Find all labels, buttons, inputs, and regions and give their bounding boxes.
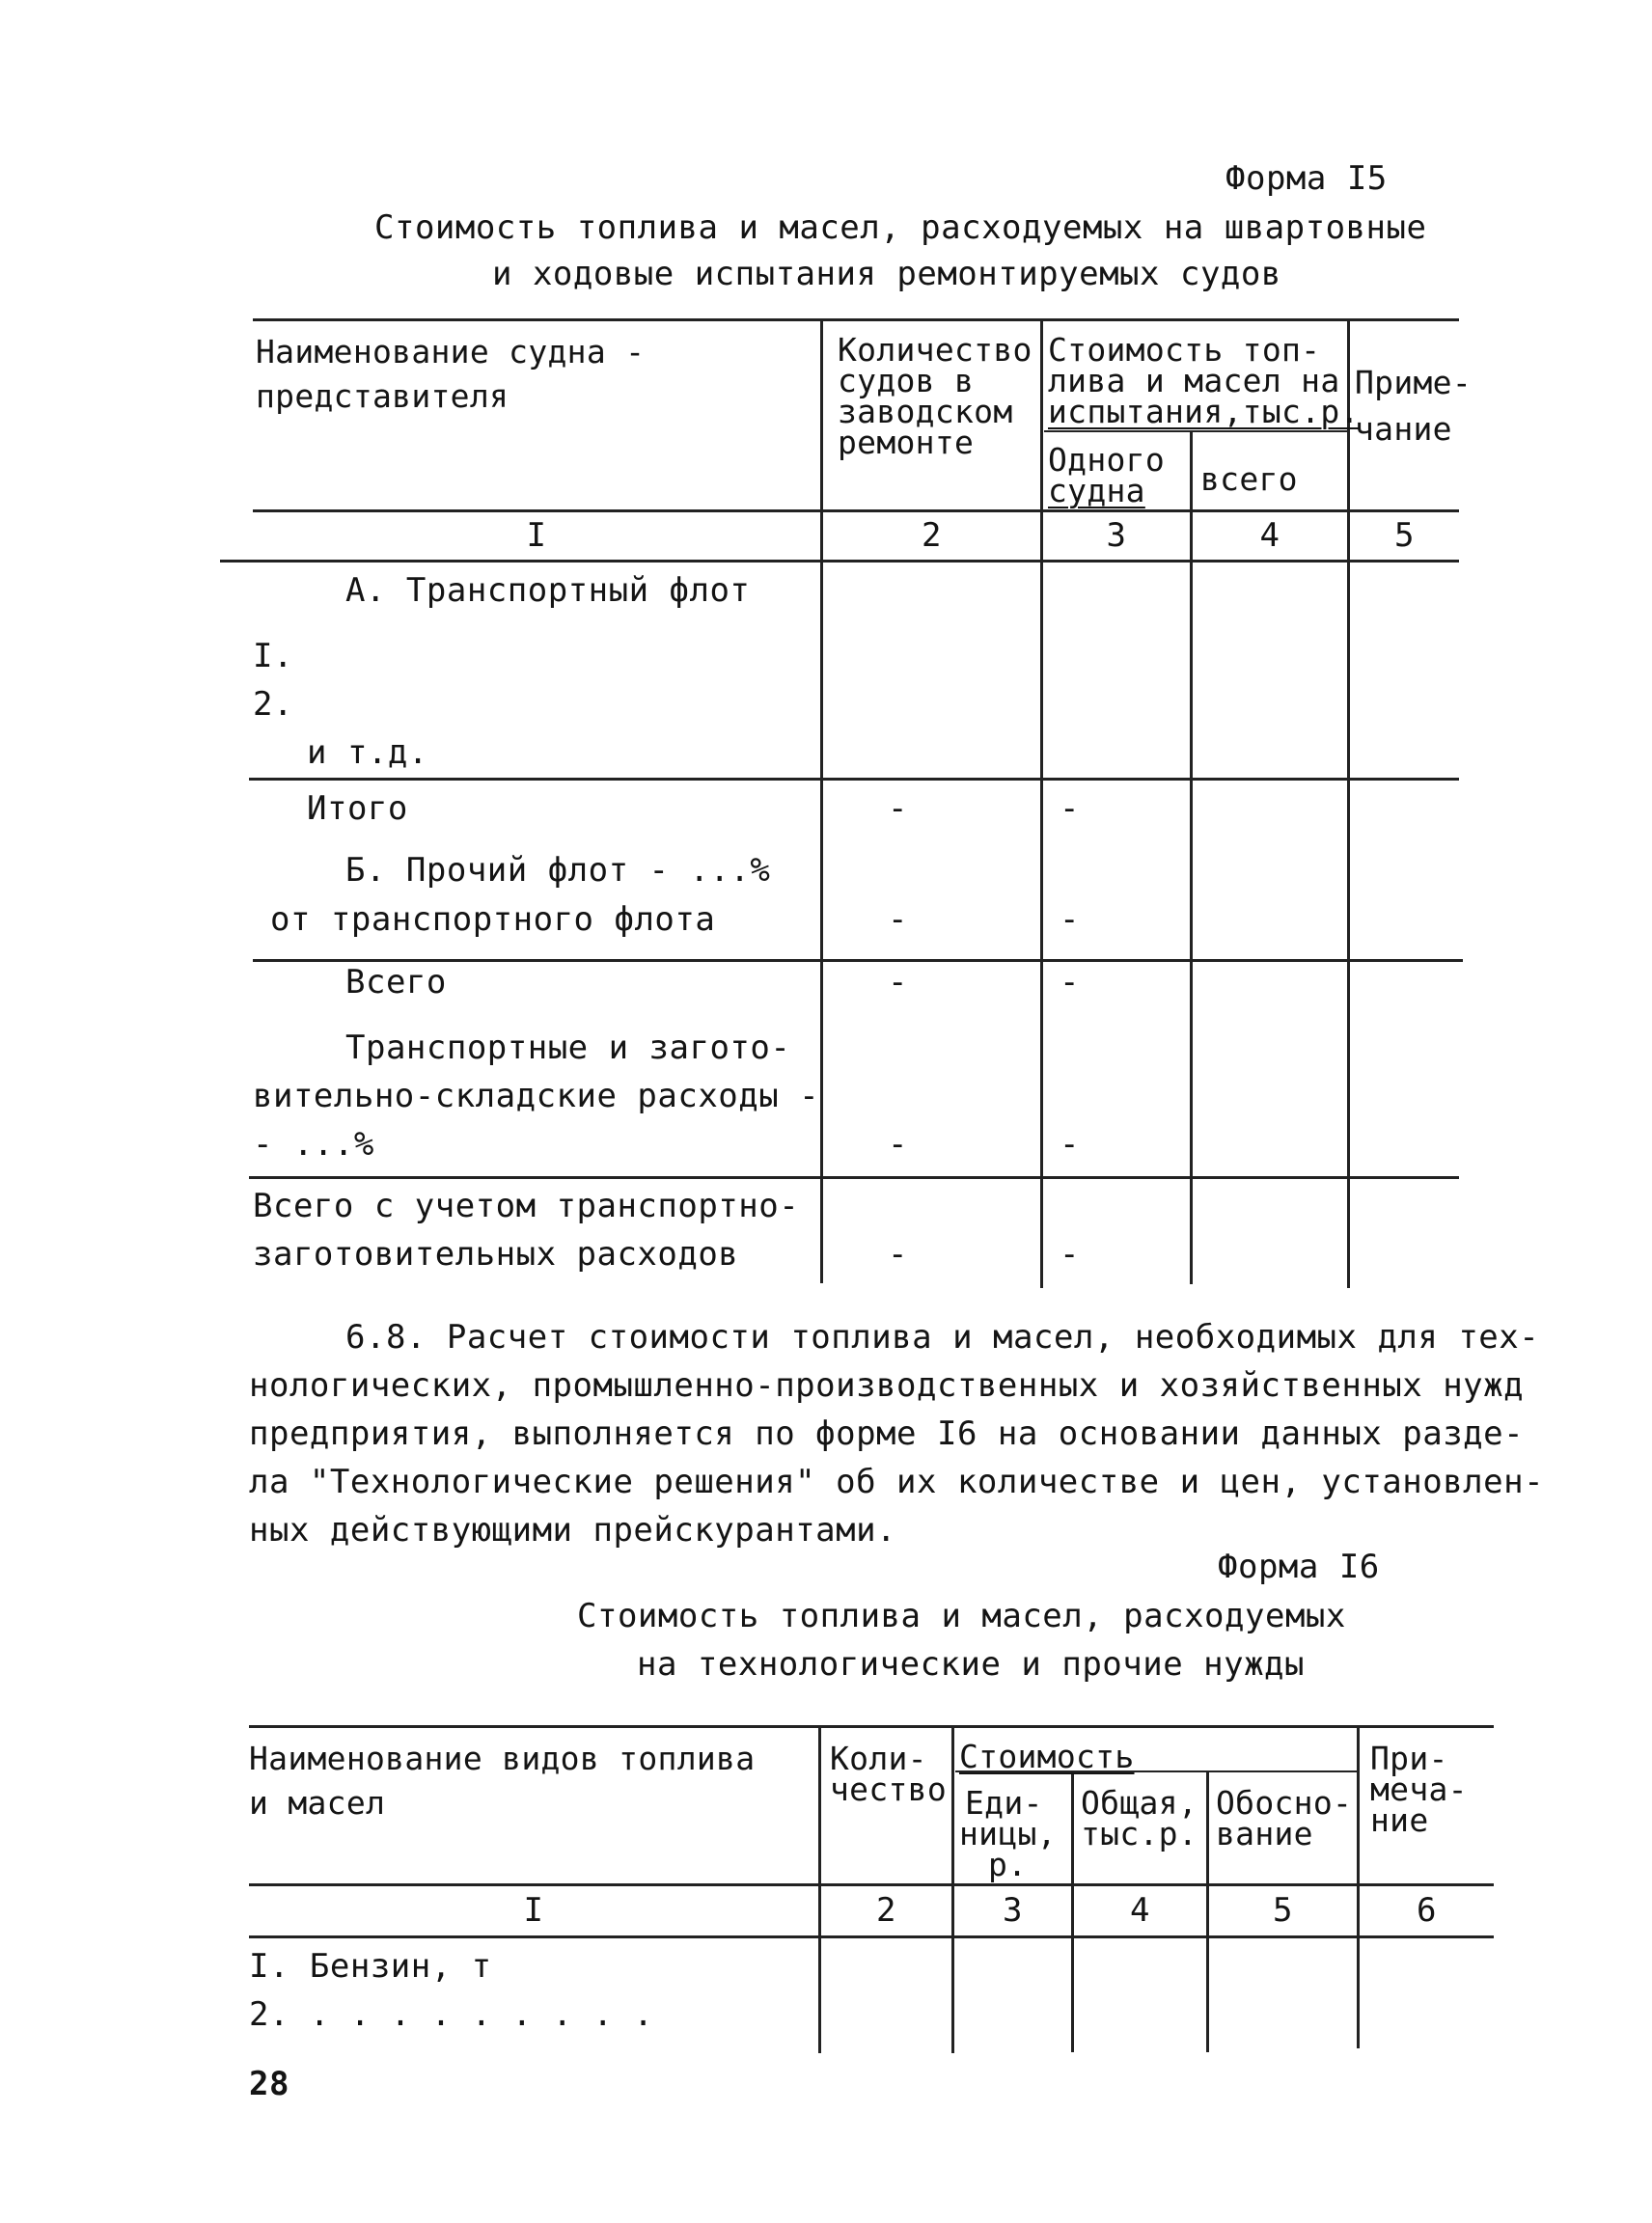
form16-title-line2: на технологические и прочие нужды (637, 1645, 1306, 1684)
form15-colnum-5: 5 (1394, 516, 1415, 555)
form15-vsego-dash-col3: - (1060, 963, 1080, 1002)
form15-label: Форма I5 (1225, 159, 1388, 198)
form16-colnum-2: 2 (876, 1891, 896, 1930)
form15-vsego: Всего (345, 963, 447, 1002)
form15-title-line2: и ходовые испытания ремонтируемых судов (492, 255, 1281, 293)
form16-colnum-4: 4 (1130, 1891, 1150, 1930)
form15-vsego-dash-col2: - (888, 963, 908, 1002)
form15-itogo-dash-col3: - (1060, 789, 1080, 828)
form15-total-dash-col3: - (1060, 1235, 1080, 1274)
form15-colnum-3: 3 (1106, 516, 1127, 555)
form15-transport-dash-col2: - (888, 1125, 908, 1164)
form15-col2-header-line4: ремонте (838, 424, 975, 461)
form16-sub1-header-line2: ницы, (959, 1815, 1057, 1852)
form16-title-line1: Стоимость топлива и масел, расходуемых (577, 1597, 1346, 1635)
form15-col2-header-line1: Количество (838, 331, 1032, 369)
form15-itogo-dash-col2: - (888, 789, 908, 828)
form15-group-header-line1: Стоимость топ- (1048, 331, 1321, 369)
form15-item-2: 2. (253, 685, 293, 724)
form15-total-line1: Всего с учетом транспортно- (253, 1187, 800, 1225)
form16-colnum-3: 3 (1003, 1891, 1023, 1930)
form15-col1-header-line2: представителя (256, 377, 509, 415)
form16-sub1-header-line3: р. (988, 1846, 1028, 1883)
form15-colnum-2: 2 (922, 516, 942, 555)
form15-group-header-line3: испытания,тыс.р. (1048, 393, 1360, 430)
form15-item-1: I. (253, 637, 293, 675)
form15-group-header-line2: лива и масел на (1048, 362, 1340, 399)
form15-col5-header-line2: чание (1355, 410, 1452, 448)
paragraph-line2: нологических, промышленно-производственных и хозяйственных нужд (249, 1366, 1525, 1405)
form15-section-b-dash-col2: - (888, 900, 908, 939)
paragraph-line5: ных действующими прейскурантами. (249, 1511, 897, 1550)
form15-col2-header-line2: судов в (838, 362, 975, 399)
form16-col2-header-line1: Коли- (830, 1740, 927, 1777)
form15-transport-dash-col3: - (1060, 1125, 1080, 1164)
form15-total-dash-col2: - (888, 1235, 908, 1274)
form16-sub2-header-line1: Общая, (1081, 1784, 1198, 1822)
form15-sub1-header-line2: судна (1048, 472, 1145, 509)
form16-col1-header-line1: Наименование видов топлива (249, 1740, 756, 1777)
page-number: 28 (249, 2065, 289, 2103)
form16-col1-header-line2: и масел (249, 1784, 386, 1822)
form15-section-b-line1: Б. Прочий флот - ...% (345, 851, 771, 890)
form16-col6-header-line3: ние (1370, 1801, 1429, 1839)
form16-colnum-1: I (523, 1891, 544, 1930)
form16-item-1: I. Бензин, т (249, 1947, 492, 1986)
form16-group-header: Стоимость (959, 1738, 1135, 1775)
form16-label: Форма I6 (1218, 1548, 1380, 1586)
form15-sub1-header-line1: Одного (1048, 441, 1166, 479)
form15-colnum-1: I (526, 516, 547, 555)
form15-col5-header-line1: Приме- (1355, 364, 1473, 401)
form15-col2-header-line3: заводском (838, 393, 1013, 430)
form16-sub2-header-line2: тыс.р. (1081, 1815, 1198, 1852)
form15-col1-header-line1: Наименование судна - (256, 333, 646, 370)
form16-col2-header-line2: чество (830, 1770, 948, 1808)
form15-section-b-line2: от транспортного флота (270, 900, 716, 939)
form15-item-etc: и т.д. (307, 733, 428, 772)
paragraph-line4: ла "Технологические решения" об их количестве и цен, установлен- (249, 1463, 1545, 1501)
form16-colnum-5: 5 (1273, 1891, 1293, 1930)
paragraph-line1: 6.8. Расчет стоимости топлива и масел, необходимых для тех- (345, 1318, 1540, 1357)
form16-col6-header-line1: При- (1370, 1740, 1448, 1777)
form15-itogo: Итого (307, 789, 408, 828)
form15-section-a: А. Транспортный флот (345, 571, 751, 610)
paragraph-line3: предприятия, выполняется по форме I6 на основании данных разде- (249, 1414, 1525, 1453)
form15-transport-line3: - ...% (253, 1125, 374, 1164)
form15-total-line2: заготовительных расходов (253, 1235, 739, 1274)
form16-sub1-header-line1: Еди- (965, 1784, 1043, 1822)
form15-sub2-header: всего (1200, 460, 1298, 498)
form15-title-line1: Стоимость топлива и масел, расходуемых на швартовные (374, 208, 1427, 247)
form15-transport-line1: Транспортные и загото- (345, 1029, 791, 1067)
form16-sub3-header-line2: вание (1216, 1815, 1313, 1852)
form16-item-2: 2. . . . . . . . . . (249, 1995, 654, 2034)
form16-sub3-header-line1: Обосно- (1216, 1784, 1353, 1822)
form15-transport-line2: вительно-складские расходы - (253, 1077, 820, 1115)
form16-col6-header-line2: меча- (1370, 1770, 1468, 1808)
form15-section-b-dash-col3: - (1060, 900, 1080, 939)
form16-colnum-6: 6 (1417, 1891, 1437, 1930)
form15-colnum-4: 4 (1259, 516, 1280, 555)
